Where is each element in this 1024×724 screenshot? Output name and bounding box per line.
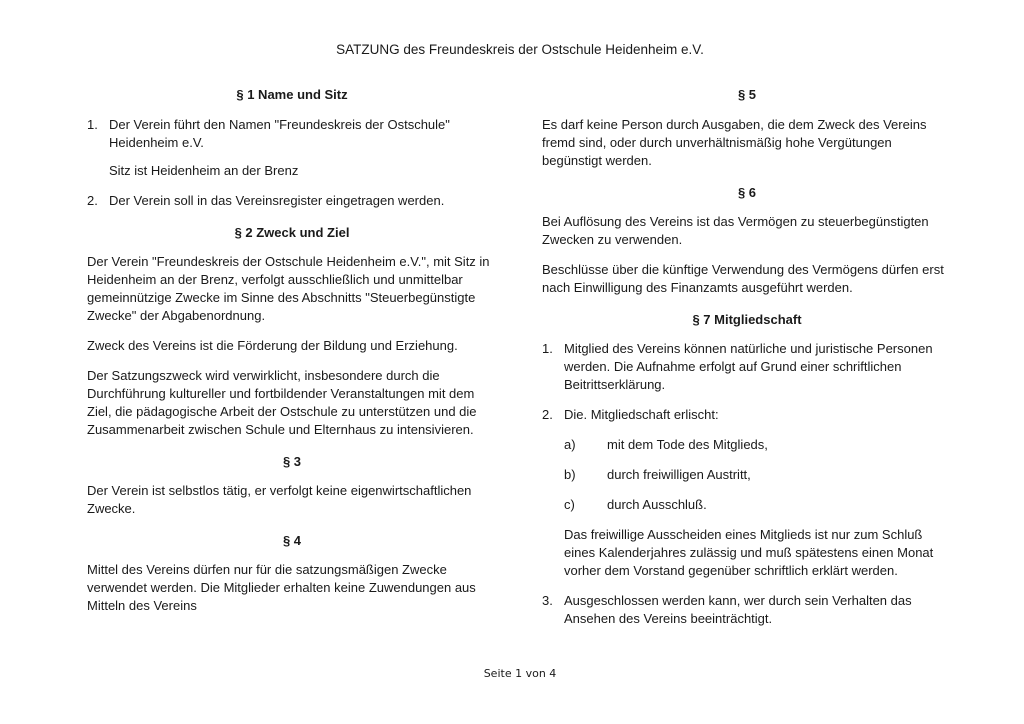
- item-text: Mitglied des Vereins können natürliche und juristische Personen werden. Die Aufnahme erfolgt auf Grund einer schriftlichen Beitrittserklärung.: [564, 341, 933, 392]
- seat-text: Sitz ist Heidenheim an der Brenz: [109, 163, 299, 178]
- item-number: 1.: [87, 117, 98, 132]
- item-text-line: Heidenheim e.V.: [109, 135, 204, 150]
- section-5-heading: § 5: [737, 87, 757, 102]
- section-1-heading: § 1 Name und Sitz: [236, 87, 348, 102]
- option-letter: c): [564, 497, 575, 512]
- item-number: 2.: [87, 193, 98, 208]
- item-number: 2.: [542, 407, 553, 422]
- section-4-paragraph: Mittel des Vereins dürfen nur für die satzungsmäßigen Zwecke verwendet werden. Die Mitglieder erhalten keine Zuwendungen aus Mitteln des Vereins: [87, 562, 476, 613]
- section-2-paragraph: Der Verein "Freundeskreis der Ostschule Heidenheim e.V.", mit Sitz in Heidenheim an der Brenz, verfolgt ausschließlich und unmittelbar gemeinnützige Zwecke im Sinne des Abschnitts "Steuerbegünstigte Zwecke" der Abgabenordnung.: [87, 254, 490, 323]
- voluntary-exit-paragraph: Das freiwillige Ausscheiden eines Mitglieds ist nur zum Schluß eines Kalenderjahres zulässig und muß spätestens einen Monat vorher dem Vorstand gegenüber schriftlich erklärt werden.: [564, 527, 934, 578]
- section-7-item-1: [542, 340, 952, 394]
- section-6-heading: § 6: [737, 185, 757, 200]
- section-5-paragraph: Es darf keine Person durch Ausgaben, die dem Zweck des Vereins fremd sind, oder durch unverhältnismäßig hohe Vergütungen begünstigt werden.: [542, 117, 927, 168]
- item-text: Der Verein soll in das Vereinsregister eingetragen werden.: [109, 193, 445, 208]
- item-text: Ausgeschlossen werden kann, wer durch sein Verhalten das Ansehen des Vereins beeinträchtigt.: [564, 593, 912, 626]
- section-1-item-2: [87, 192, 497, 210]
- page-number-footer: Seite 1 von 4: [483, 667, 557, 680]
- section-2-heading: § 2 Zweck und Ziel: [234, 225, 350, 240]
- section-3-heading: § 3: [282, 454, 302, 469]
- section-6-paragraph: Beschlüsse über die künftige Verwendung des Vermögens dürfen erst nach Einwilligung des Finanzamts ausgeführt werden.: [542, 262, 944, 295]
- option-letter: a): [564, 437, 576, 452]
- section-4-heading: § 4: [282, 533, 302, 548]
- option-letter: b): [564, 467, 576, 482]
- section-7-item-2: [542, 406, 952, 424]
- termination-option-b: [542, 466, 952, 484]
- left-column: [87, 86, 497, 615]
- item-text-line: Der Verein führt den Namen "Freundeskreis der Ostschule": [109, 117, 450, 132]
- section-2-paragraph: Zweck des Vereins ist die Förderung der Bildung und Erziehung.: [87, 338, 458, 353]
- section-6-paragraph: Bei Auflösung des Vereins ist das Vermögen zu steuerbegünstigten Zwecken zu verwenden.: [542, 214, 929, 247]
- section-1-item-1: [87, 116, 497, 180]
- section-2-paragraph: Der Satzungszweck wird verwirklicht, insbesondere durch die Durchführung kultureller und fortbildender Veranstaltungen mit dem Ziel, die pädagogische Arbeit der Ostschule zu unterstützen und die Zusammenarbeit zwischen Schule und Elternhaus zu intensivieren.: [87, 368, 477, 437]
- item-number: 1.: [542, 341, 553, 356]
- section-7-item-3: [542, 592, 952, 628]
- item-text: Die. Mitgliedschaft erlischt:: [564, 407, 719, 422]
- option-text: durch freiwilligen Austritt,: [607, 467, 751, 482]
- option-text: durch Ausschluß.: [607, 497, 707, 512]
- page-title: SATZUNG des Freundeskreis der Ostschule Heidenheim e.V.: [336, 42, 704, 57]
- item-number: 3.: [542, 593, 553, 608]
- section-7-heading: § 7 Mitgliedschaft: [692, 312, 802, 327]
- termination-option-a: [542, 436, 952, 454]
- option-text: mit dem Tode des Mitglieds,: [607, 437, 768, 452]
- right-column: [542, 86, 952, 628]
- termination-option-c: [542, 496, 952, 514]
- section-3-paragraph: Der Verein ist selbstlos tätig, er verfolgt keine eigenwirtschaftlichen Zwecke.: [87, 483, 472, 516]
